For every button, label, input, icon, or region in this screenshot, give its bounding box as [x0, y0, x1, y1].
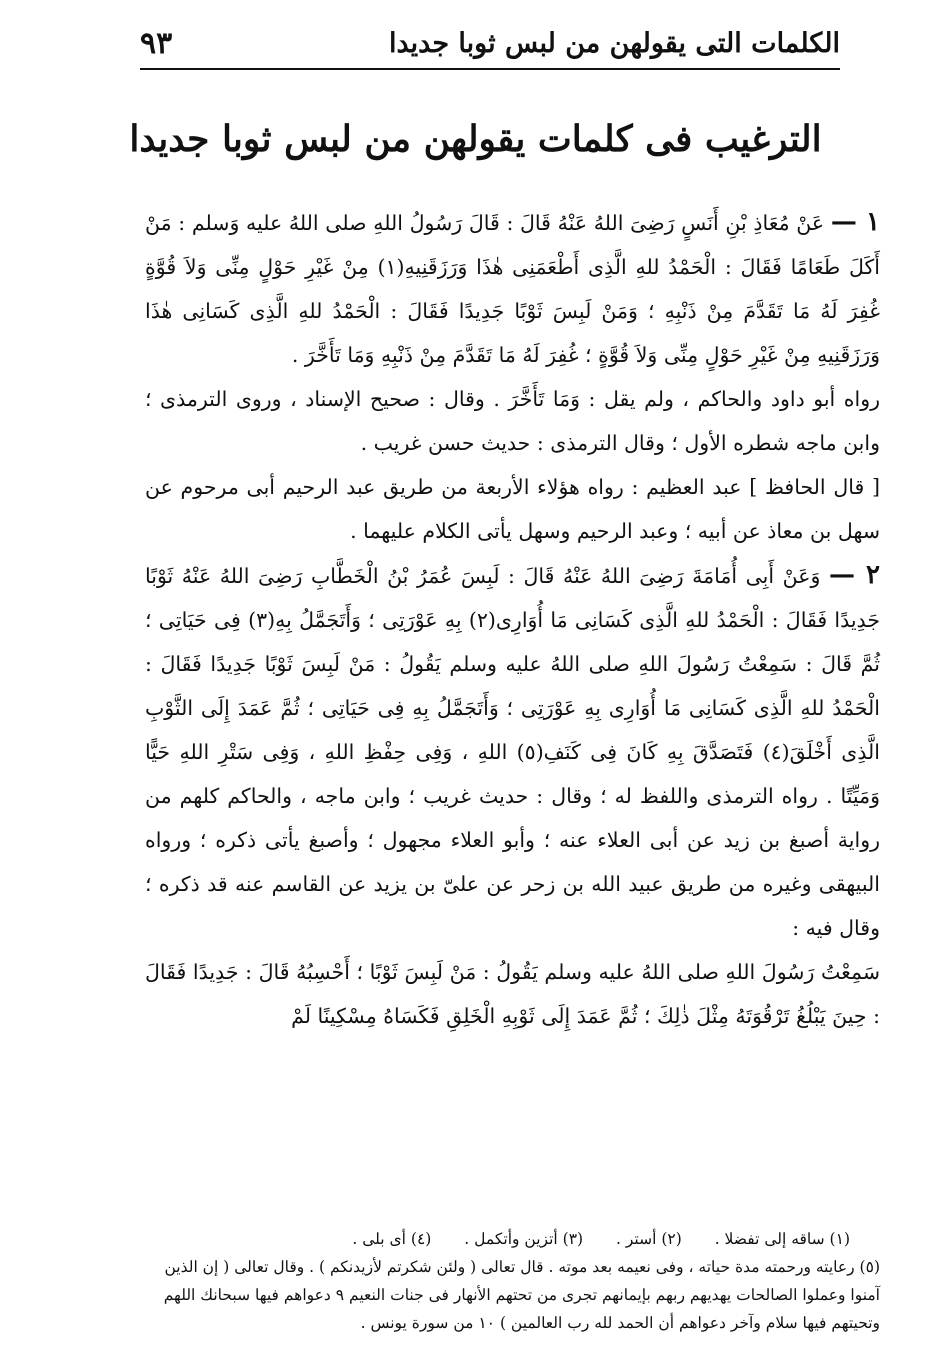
paragraph-text: عَنْ مُعَاذِ بْنِ أَنَسٍ رَضِىَ اللهُ عَنْهُ قَالَ : قَالَ رَسُولُ اللهِ صلى اللهُ عليه وَسلم : مَنْ أَكَلَ طَعَامًا فَقَالَ : الْحَمْدُ للهِ الَّذِى أَطْعَمَنِى هٰذَا وَرَزَقَنِيهِ(١) مِنْ غَيْرِ حَوْلٍ مِنِّى وَلاَ قُوَّةٍ غُفِرَ لَهُ مَا تَقَدَّمَ مِنْ ذَنْبِهِ ؛ وَمَنْ لَبِسَ ثَوْبًا جَدِيدًا فَقَالَ : الْحَمْدُ للهِ الَّذِى كَسَانِى هٰذَا وَرَزَقَنِيهِ مِنْ غَيْرِ حَوْلٍ مِنِّى وَلاَ قُوَّةٍ ؛ غُفِرَ لَهُ مَا تَقَدَّمَ مِنْ ذَنْبِهِ وَمَا تَأَخَّرَ .	[145, 211, 880, 367]
footnote-1: (١) ساقه إلى تفضلا .	[714, 1230, 850, 1248]
hadith-paragraph	[145, 950, 880, 1038]
commentary-paragraph	[145, 377, 880, 465]
footnote-line	[140, 1225, 880, 1253]
chapter-title: الترغيب فى كلمات يقولهن من لبس ثوبا جديدا	[129, 118, 822, 160]
paragraph-text: رواه أبو داود والحاكم ، ولم يقل : وَمَا تَأَخَّرَ . وقال : صحيح الإسناد ، وروى الترمذى ؛ وابن ماجه شطره الأول ؛ وقال الترمذى : حديث حسن غريب .	[145, 387, 880, 455]
running-title: الكلمات التى يقولهن من لبس ثوبا جديدا	[388, 27, 840, 59]
paragraph-text: [ قال الحافظ ] عبد العظيم : رواه هؤلاء الأربعة من طريق عبد الرحيم أبى مرحوم عن سهل بن معاذ عن أبيه ؛ وعبد الرحيم وسهل يأتى الكلام عليهما .	[145, 475, 880, 543]
hadith-paragraph	[145, 553, 880, 950]
commentary-paragraph	[145, 465, 880, 553]
footnote-5: (٥) رعايته ورحمته مدة حياته ، وفى نعيمه بعد موته . قال تعالى ( ولئن شكرتم لأزيدنكم ) . وقال تعالى ( إن الذين آمنوا وعملوا الصالحات يهديهم ربهم بإيمانهم تجرى من تحتهم الأنهار فى جنات النعيم ٩ دعواهم فيها سبحانك اللهم وتحيتهم فيها سلام وآخر دعواهم أن الحمد لله رب العالمين ) ١٠ من سورة يونس .	[163, 1258, 880, 1332]
footnote-2: (٢) أستر .	[616, 1230, 682, 1248]
body-text	[145, 200, 880, 1038]
footnote-4: (٤) أى بلى .	[352, 1230, 432, 1248]
footnote-3: (٣) أتزين وأتكمل .	[464, 1230, 584, 1248]
footnotes	[140, 1225, 880, 1337]
hadith-number: ١ —	[830, 207, 880, 237]
hadith-paragraph	[145, 200, 880, 377]
page-number: ٩٣	[140, 25, 173, 61]
paragraph-text: سَمِعْتُ رَسُولَ اللهِ صلى اللهُ عليه وسلم يَقُولُ : مَنْ لَبِسَ ثَوْبًا ؛ أَحْسِبُهُ قَالَ : جَدِيدًا فَقَالَ : حِينَ يَبْلُغُ تَرْقُوَتَهُ مِثْلَ ذٰلِكَ ؛ ثُمَّ عَمَدَ إِلَى ثَوْبِهِ الْخَلِقِ فَكَسَاهُ مِسْكِينًا لَمْ	[145, 960, 880, 1028]
page-header	[140, 18, 840, 70]
hadith-number: ٢ —	[828, 560, 880, 590]
paragraph-text: وَعَنْ أَبِى أُمَامَةَ رَضِىَ اللهُ عَنْهُ قَالَ : لَبِسَ عُمَرُ بْنُ الْخَطَّابِ رَضِىَ اللهُ عَنْهُ ثَوْبًا جَدِيدًا فَقَالَ : الْحَمْدُ للهِ الَّذِى كَسَانِى مَا أُوَارِى(٢) بِهِ عَوْرَتِى ؛ وَأَتَجَمَّلُ بِهِ(٣) فِى حَيَاتِى ؛ ثُمَّ قَالَ : سَمِعْتُ رَسُولَ اللهِ صلى اللهُ عليه وسلم يَقُولُ : مَنْ لَبِسَ ثَوْبًا جَدِيدًا فَقَالَ : الْحَمْدُ للهِ الَّذِى كَسَانِى مَا أُوَارِى بِهِ عَوْرَتِى ؛ وَأَتَجَمَّلُ بِهِ فِى حَيَاتِى ؛ ثُمَّ عَمَدَ إِلَى الثَّوْبِ الَّذِى أَخْلَقَ(٤) فَتَصَدَّقَ بِهِ كَانَ فِى كَنَفِ(٥) اللهِ ، وَفِى حِفْظِ اللهِ ، وَفِى سَتْرِ اللهِ حَيًّا وَمَيِّتًا . رواه الترمذى واللفظ له ؛ وقال : حديث غريب ؛ وابن ماجه ، والحاكم كلهم من رواية أصبغ بن زيد عن أبى العلاء عنه ؛ وأبو العلاء مجهول ؛ وأصبغ يأتى ذكره ؛ ورواه البيهقى وغيره من طريق عبيد الله بن زحر عن علىّ بن يزيد عن القاسم عنه قد ذكره ؛ وقال فيه :	[145, 564, 880, 940]
